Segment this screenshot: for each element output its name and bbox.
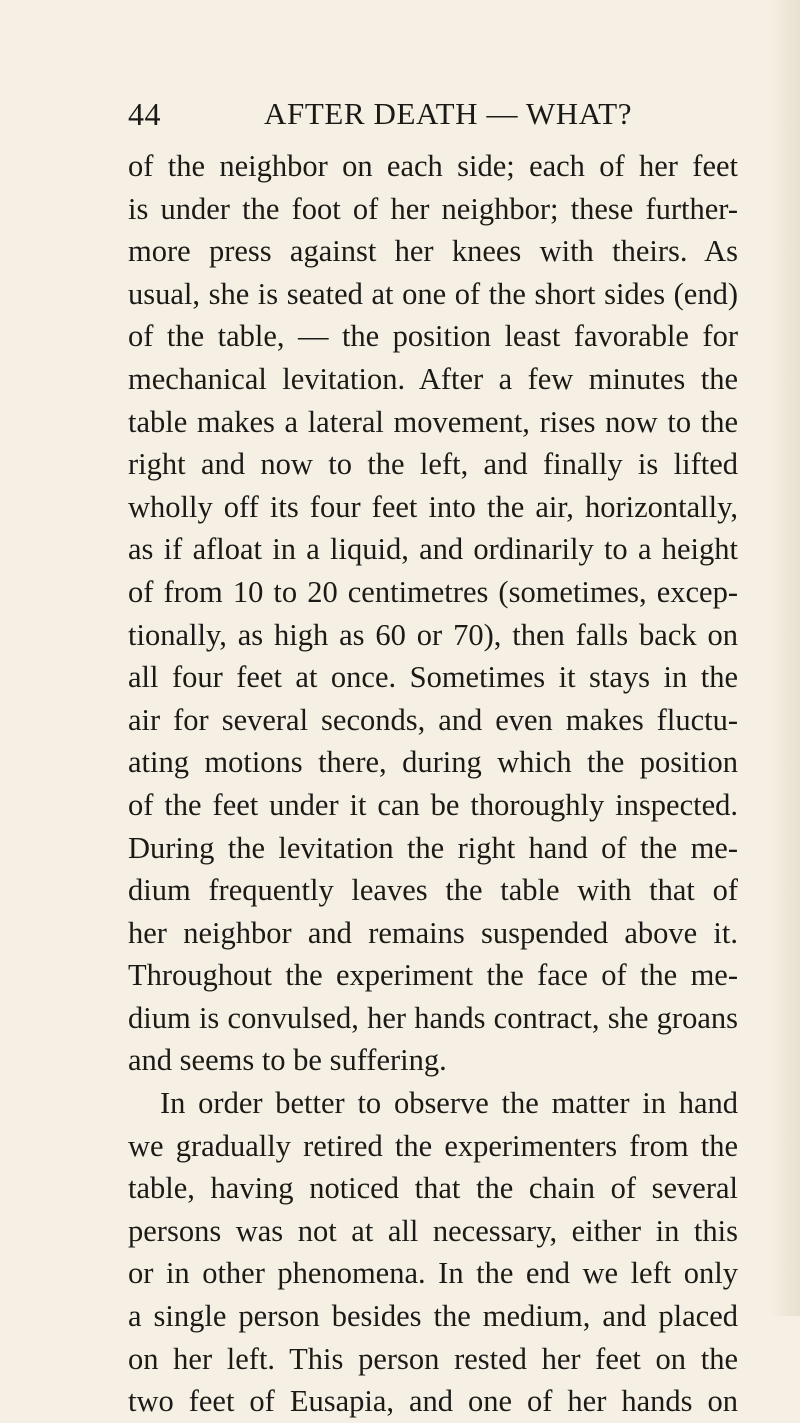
text-line: we gradually retired the experimenters from the bbox=[128, 1128, 738, 1163]
text-line: of the feet under it can be thoroughly inspected. bbox=[128, 787, 738, 822]
running-head: AFTER DEATH — WHAT? bbox=[264, 96, 633, 131]
text-line: her neighbor and remains suspended above it. bbox=[128, 915, 738, 950]
paragraph-end-line: and seems to be suffering. bbox=[128, 1043, 447, 1078]
text-line: table makes a lateral movement, rises now to the bbox=[128, 404, 738, 439]
page-number: 44 bbox=[128, 96, 161, 132]
text-line: of the neighbor on each side; each of her feet bbox=[128, 149, 738, 183]
paragraph-start-line: In order better to observe the matter in hand bbox=[160, 1086, 738, 1121]
text-line: table, having noticed that the chain of several bbox=[128, 1171, 738, 1206]
text-line: all four feet at once. Sometimes it stays in the bbox=[128, 660, 738, 695]
text-line: as if afloat in a liquid, and ordinarily to a height bbox=[128, 532, 738, 567]
text-line: is under the foot of her neighbor; these further- bbox=[128, 191, 738, 226]
text-line: or in other phenomena. In the end we left only bbox=[128, 1256, 738, 1291]
text-line: During the levitation the right hand of the me- bbox=[128, 830, 738, 865]
text-line: on her left. This person rested her feet on the bbox=[128, 1341, 738, 1376]
page-edge-shadow bbox=[770, 0, 800, 1316]
text-line: usual, she is seated at one of the short sides (end) bbox=[128, 276, 738, 311]
text-line: persons was not at all necessary, either in this bbox=[128, 1213, 738, 1248]
text-line: two feet of Eusapia, and one of her hands on bbox=[128, 1384, 738, 1419]
text-line: air for several seconds, and even makes fluctu- bbox=[128, 702, 738, 737]
text-line: more press against her knees with theirs. As bbox=[128, 234, 738, 269]
text-line: Throughout the experiment the face of the me- bbox=[128, 958, 738, 993]
text-line: a single person besides the medium, and placed bbox=[128, 1299, 738, 1334]
text-line: ating motions there, during which the position bbox=[128, 745, 738, 780]
text-line: mechanical levitation. After a few minutes the bbox=[128, 361, 738, 396]
text-line: of from 10 to 20 centimetres (sometimes, excep- bbox=[128, 574, 738, 609]
text-line: wholly off its four feet into the air, horizontally, bbox=[128, 489, 738, 524]
body-text bbox=[128, 145, 738, 1423]
text-line: dium is convulsed, her hands contract, she groans bbox=[128, 1000, 738, 1035]
text-line: of the table, — the position least favorable for bbox=[128, 319, 738, 354]
text-line: right and now to the left, and finally is lifted bbox=[128, 447, 738, 482]
text-line: dium frequently leaves the table with that of bbox=[128, 873, 738, 908]
text-line: tionally, as high as 60 or 70), then falls back on bbox=[128, 617, 738, 652]
